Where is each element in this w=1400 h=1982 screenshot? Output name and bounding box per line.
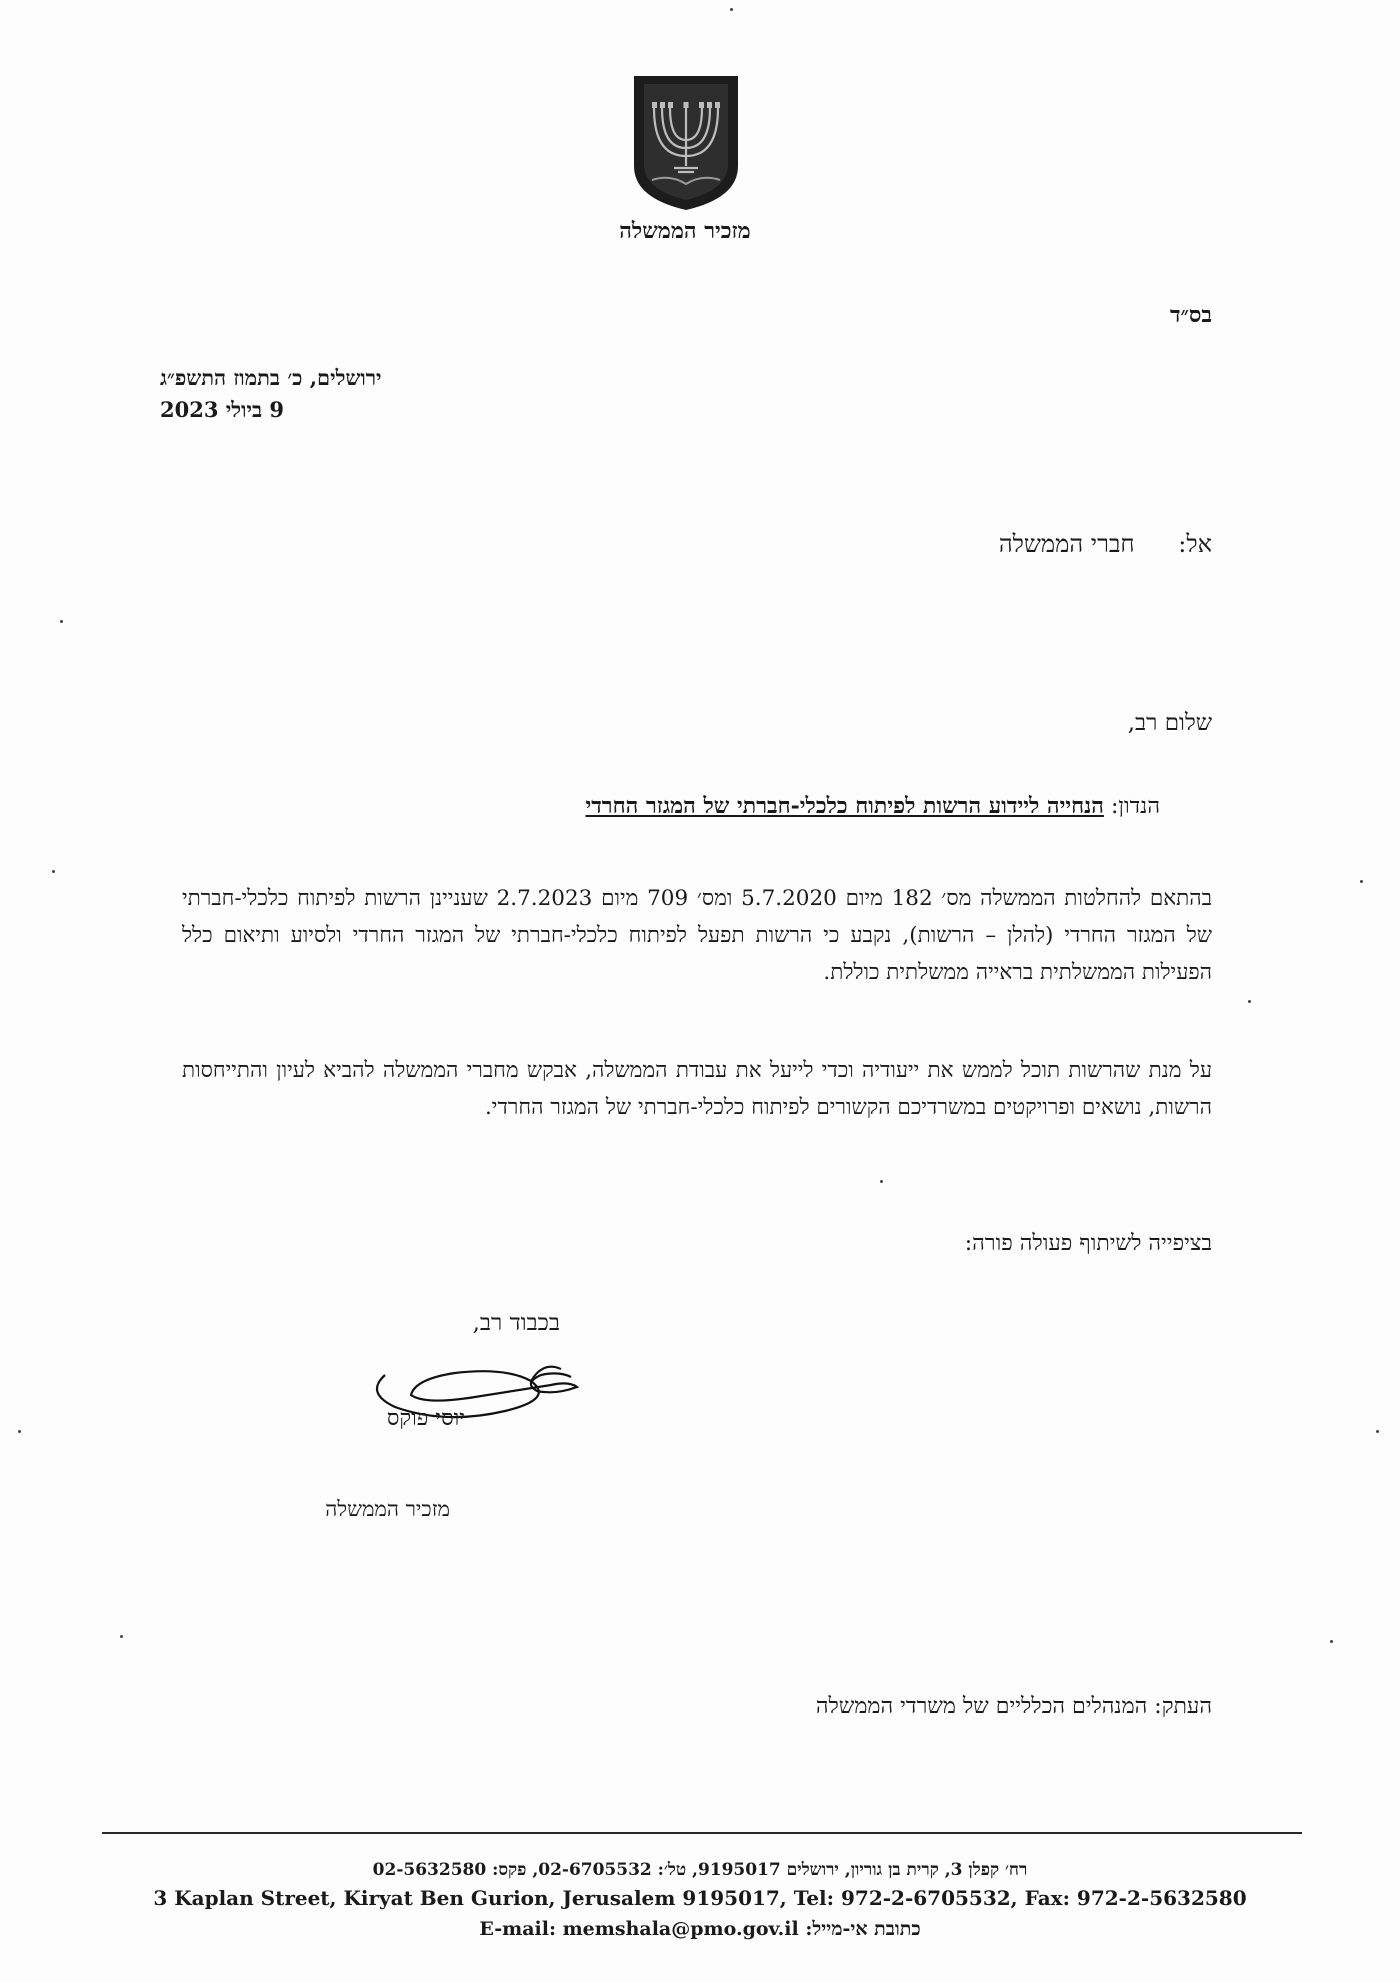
menorah-emblem-icon bbox=[630, 74, 742, 212]
footer-english-address: 3 Kaplan Street, Kiryat Ben Gurion, Jerusalem 9195017, Tel: 972-2-6705532, Fax: 972-2-5632580 bbox=[153, 1886, 1247, 1910]
scan-speck bbox=[1376, 1430, 1379, 1433]
date-block bbox=[160, 362, 460, 426]
scan-speck bbox=[60, 620, 63, 623]
footer-hebrew-address: רח׳ קפלן 3, קרית בן גוריון, ירושלים 9195017, טל׳: 02-6705532, פקס: 02-5632580 bbox=[372, 1860, 1028, 1880]
footer-email-label: כתובת אי-מייל: bbox=[805, 1918, 921, 1940]
recipient: חברי הממשלה bbox=[998, 530, 1135, 558]
cc-text: המנהלים הכלליים של משרדי הממשלה bbox=[815, 1694, 1148, 1719]
scan-speck bbox=[730, 8, 733, 11]
body-paragraph-1: בהתאם להחלטות הממשלה מס׳ 182 מיום 5.7.2020 ומס׳ 709 מיום 2.7.2023 שעניינן הרשות לפיתוח כלכלי-חברתי של המגזר החרדי (להלן – הרשות), נקבע כי הרשות תפעל לפיתוח כלכלי-חברתי של המגזר החרדי ולסיוע ותיאום כלל הפעילות הממשלתית בראייה ממשלתית כוללת. bbox=[182, 886, 1213, 985]
signer-name: יוסי פוקס bbox=[386, 1406, 465, 1431]
addressee-line bbox=[999, 530, 1212, 559]
hebrew-date: ירושלים, כ׳ בתמוז התשפ״ג bbox=[160, 365, 382, 390]
subject-label: הנדון: bbox=[1110, 794, 1160, 819]
scan-speck bbox=[120, 1635, 123, 1638]
to-label: אל: bbox=[1178, 530, 1212, 558]
gregorian-date: 9 ביולי 2023 bbox=[160, 397, 285, 422]
cc-line bbox=[816, 1693, 1212, 1719]
subject-text: הנחייה ליידוע הרשות לפיתוח כלכלי-חברתי של המגזר החרדי bbox=[585, 793, 1104, 819]
scan-speck bbox=[1248, 1000, 1251, 1003]
scan-speck bbox=[18, 1430, 21, 1433]
signer-title: מזכיר הממשלה bbox=[325, 1497, 450, 1521]
closing-line: בציפייה לשיתוף פעולה פורה: bbox=[964, 1231, 1212, 1256]
office-title-header: מזכיר הממשלה bbox=[619, 218, 751, 244]
body-paragraph-2: על מנת שהרשות תוכל לממש את ייעודיה וכדי לייעל את עבודת הממשלה, אבקש מחברי הממשלה להביא לעיון והתייחסות הרשות, נושאים ופרויקטים במשרדיכם הקשורים לפיתוח כלכלי-חברתי של המגזר החרדי. bbox=[182, 1058, 1212, 1120]
scan-speck bbox=[52, 870, 55, 873]
cc-label: העתק: bbox=[1154, 1694, 1212, 1719]
footer-email: E-mail: memshala@pmo.gov.il bbox=[479, 1918, 799, 1940]
scan-speck bbox=[1330, 1640, 1333, 1643]
footer-divider bbox=[102, 1832, 1302, 1834]
regards: בכבוד רב, bbox=[472, 1310, 560, 1336]
footer-email-line bbox=[150, 1918, 1250, 1941]
subject-line bbox=[585, 793, 1160, 819]
scan-speck bbox=[880, 1180, 883, 1183]
greeting: שלום רב, bbox=[1127, 710, 1212, 736]
scan-speck bbox=[1360, 880, 1363, 883]
bsd-mark: בס״ד bbox=[1169, 302, 1212, 328]
